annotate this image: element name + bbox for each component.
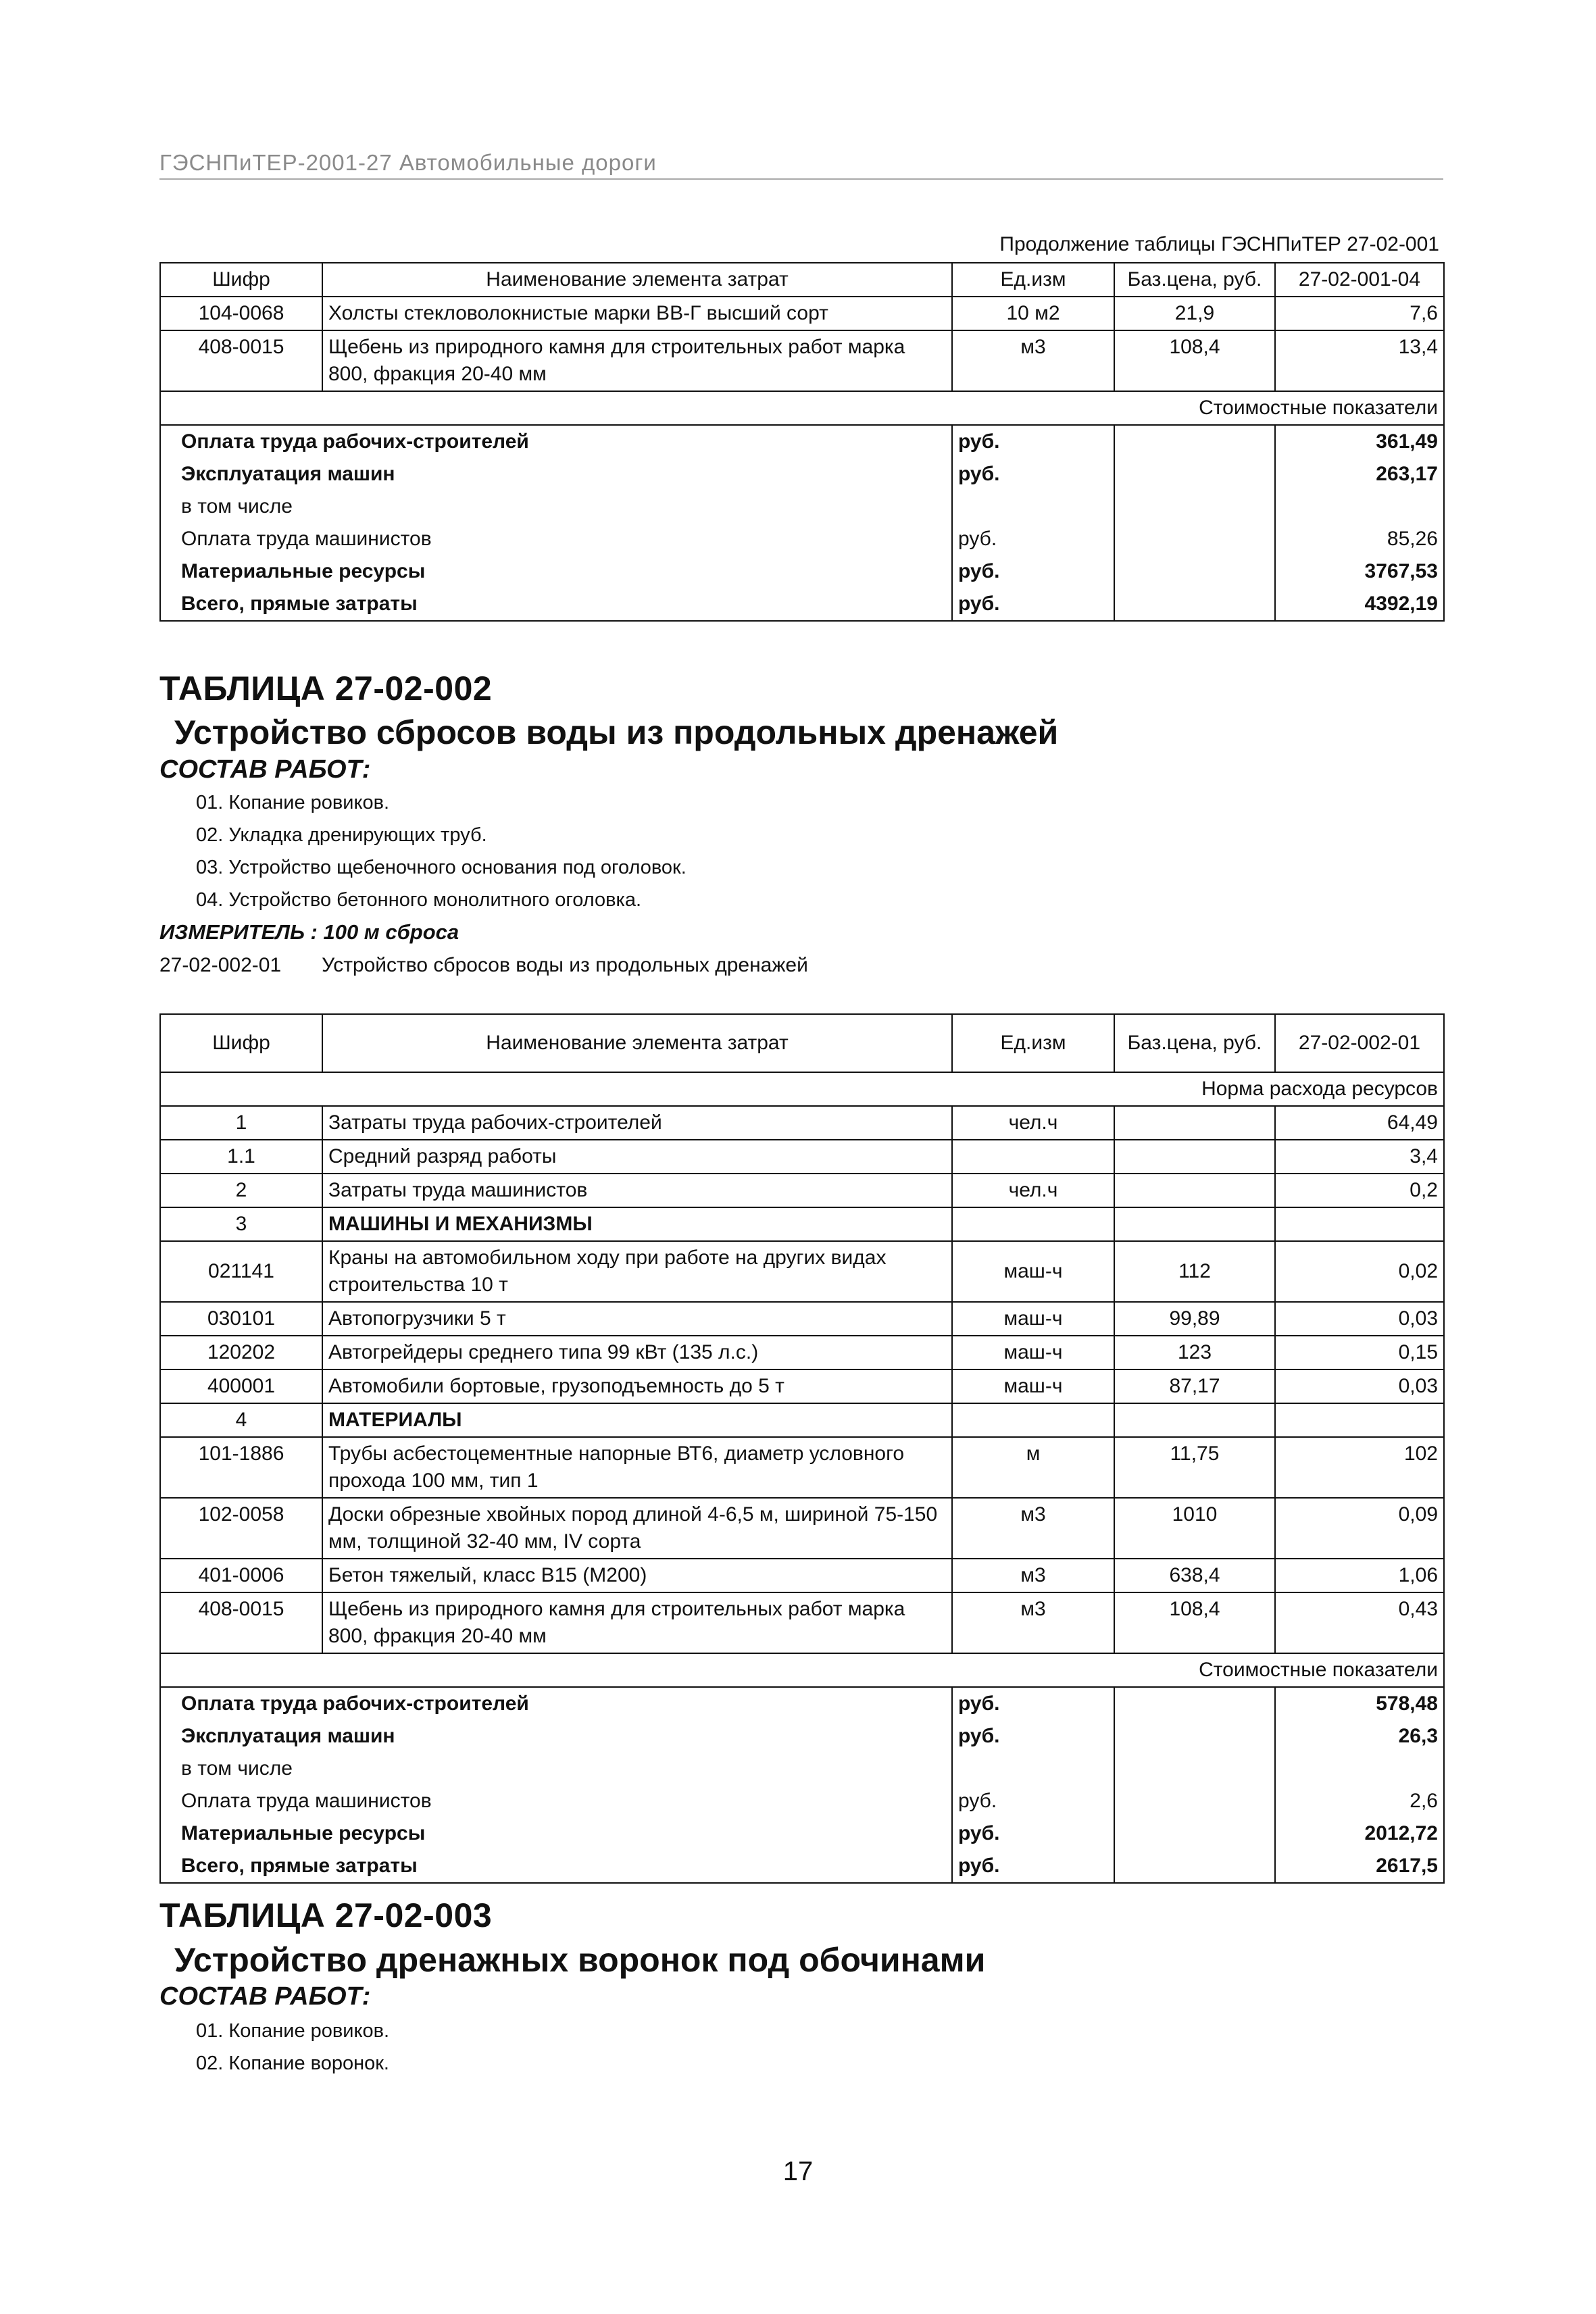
work-item: 04. Устройство бетонного монолитного оголовка. (196, 889, 642, 911)
row-value: 0,09 (1275, 1498, 1444, 1559)
cost-name: Материальные ресурсы (160, 555, 952, 588)
cost-row (160, 555, 1444, 588)
cost-unit (952, 491, 1114, 523)
row-value: 3,4 (1275, 1140, 1444, 1174)
cost-price (1114, 1817, 1275, 1850)
row-name: Автомобили бортовые, грузоподъемность до 5 т (322, 1369, 952, 1403)
cost-row (160, 1850, 1444, 1883)
row-price (1114, 1106, 1275, 1140)
cost-price (1114, 555, 1275, 588)
row-name: Трубы асбестоцементные напорные ВТ6, диаметр условного прохода 100 мм, тип 1 (322, 1437, 952, 1498)
table2-header-price: Баз.цена, руб. (1114, 1014, 1275, 1072)
row-value (1275, 1403, 1444, 1437)
row-name: МАТЕРИАЛЫ (322, 1403, 952, 1437)
row-price (1114, 1140, 1275, 1174)
row-name: Щебень из природного камня для строительных работ марка 800, фракция 20-40 мм (322, 330, 952, 391)
cost-unit (952, 1753, 1114, 1785)
cost-unit: руб. (952, 523, 1114, 555)
row-value: 0,43 (1275, 1592, 1444, 1653)
table-row (160, 1336, 1444, 1369)
row-code: 2 (160, 1174, 322, 1207)
cost-value: 2617,5 (1275, 1850, 1444, 1883)
cost-price (1114, 1753, 1275, 1785)
row-code: 4 (160, 1403, 322, 1437)
cost-value: 26,3 (1275, 1720, 1444, 1753)
row-value: 102 (1275, 1437, 1444, 1498)
table3-subtitle: Устройство дренажных воронок под обочинами (174, 1941, 986, 1979)
table-row (160, 1592, 1444, 1653)
norm-code: 27-02-002-01 (159, 954, 282, 976)
table-row (160, 1174, 1444, 1207)
row-code: 104-0068 (160, 297, 322, 330)
table1-header-code: Шифр (160, 263, 322, 297)
cost-price (1114, 425, 1275, 458)
table1 (159, 262, 1445, 622)
row-unit (952, 1403, 1114, 1437)
row-code: 1 (160, 1106, 322, 1140)
cost-price (1114, 1720, 1275, 1753)
cost-value: 263,17 (1275, 458, 1444, 491)
row-name: Щебень из природного камня для строительных работ марка 800, фракция 20-40 мм (322, 1592, 952, 1653)
cost-row (160, 1720, 1444, 1753)
cost-price (1114, 588, 1275, 621)
cost-row (160, 1687, 1444, 1720)
row-name: Холсты стекловолокнистые марки ВВ-Г высший сорт (322, 297, 952, 330)
row-unit: маш-ч (952, 1369, 1114, 1403)
cost-name: Эксплуатация машин (160, 458, 952, 491)
row-unit (952, 1140, 1114, 1174)
table-row (160, 1498, 1444, 1559)
cost-price (1114, 491, 1275, 523)
row-unit: чел.ч (952, 1174, 1114, 1207)
row-code: 408-0015 (160, 1592, 322, 1653)
row-price: 1010 (1114, 1498, 1275, 1559)
table2-header-norm: 27-02-002-01 (1275, 1014, 1444, 1072)
sostav-heading: СОСТАВ РАБОТ: (159, 755, 371, 784)
cost-value: 85,26 (1275, 523, 1444, 555)
cost-price (1114, 1850, 1275, 1883)
cost-unit: руб. (952, 1850, 1114, 1883)
row-value: 13,4 (1275, 330, 1444, 391)
work-item: 02. Укладка дренирующих труб. (196, 824, 487, 846)
cost-unit: руб. (952, 588, 1114, 621)
row-price: 99,89 (1114, 1302, 1275, 1336)
cost-unit: руб. (952, 555, 1114, 588)
table1-header-price: Баз.цена, руб. (1114, 263, 1275, 297)
row-unit: чел.ч (952, 1106, 1114, 1140)
row-name: Автопогрузчики 5 т (322, 1302, 952, 1336)
row-name: Средний разряд работы (322, 1140, 952, 1174)
row-code: 120202 (160, 1336, 322, 1369)
cost-section-title: Стоимостные показатели (160, 391, 1444, 425)
row-unit: 10 м2 (952, 297, 1114, 330)
table1-caption: Продолжение таблицы ГЭСНПиТЕР 27-02-001 (999, 233, 1439, 255)
table-row (160, 1302, 1444, 1336)
row-code: 101-1886 (160, 1437, 322, 1498)
row-price: 123 (1114, 1336, 1275, 1369)
table-row (160, 1140, 1444, 1174)
cost-row (160, 491, 1444, 523)
row-unit: м3 (952, 1559, 1114, 1592)
cost-price (1114, 458, 1275, 491)
work-list (196, 786, 687, 916)
cost-name: в том числе (160, 1753, 952, 1785)
cost-value: 4392,19 (1275, 588, 1444, 621)
cost-value: 361,49 (1275, 425, 1444, 458)
cost-price (1114, 1785, 1275, 1817)
row-unit: м3 (952, 1498, 1114, 1559)
norm-section-title: Норма расхода ресурсов (160, 1072, 1444, 1106)
row-code: 102-0058 (160, 1498, 322, 1559)
cost-section-title: Стоимостные показатели (160, 1653, 1444, 1687)
row-unit: маш-ч (952, 1302, 1114, 1336)
row-code: 1.1 (160, 1140, 322, 1174)
row-code: 400001 (160, 1369, 322, 1403)
cost-unit: руб. (952, 1687, 1114, 1720)
norm-code-line (159, 954, 808, 977)
cost-value: 578,48 (1275, 1687, 1444, 1720)
row-price: 87,17 (1114, 1369, 1275, 1403)
table-row (160, 1369, 1444, 1403)
cost-name: Всего, прямые затраты (160, 588, 952, 621)
row-name: МАШИНЫ И МЕХАНИЗМЫ (322, 1207, 952, 1241)
table2-header-code: Шифр (160, 1014, 322, 1072)
table-row (160, 1437, 1444, 1498)
row-price: 638,4 (1114, 1559, 1275, 1592)
table-row (160, 1241, 1444, 1302)
row-value: 64,49 (1275, 1106, 1444, 1140)
table1-cost-title-row (160, 391, 1444, 425)
table-row (160, 1403, 1444, 1437)
cost-unit: руб. (952, 1785, 1114, 1817)
row-value: 0,15 (1275, 1336, 1444, 1369)
table2 (159, 1013, 1445, 1884)
cost-row (160, 1817, 1444, 1850)
table2-norm-title-row (160, 1072, 1444, 1106)
row-name: Доски обрезные хвойных пород длиной 4-6,5 м, шириной 75-150 мм, толщиной 32-40 мм, IV сорта (322, 1498, 952, 1559)
cost-row (160, 1785, 1444, 1817)
cost-name: Всего, прямые затраты (160, 1850, 952, 1883)
row-code: 401-0006 (160, 1559, 322, 1592)
table1-header-row (160, 263, 1444, 297)
work-item: 02. Копание воронок. (196, 2053, 389, 2074)
row-unit: маш-ч (952, 1241, 1114, 1302)
cost-unit: руб. (952, 1720, 1114, 1753)
row-code: 3 (160, 1207, 322, 1241)
cost-row (160, 588, 1444, 621)
work-item: 01. Копание ровиков. (196, 2020, 390, 2042)
cost-value: 2,6 (1275, 1785, 1444, 1817)
work-item: 03. Устройство щебеночного основания под оголовок. (196, 857, 687, 878)
row-price (1114, 1174, 1275, 1207)
cost-row (160, 523, 1444, 555)
row-price (1114, 1403, 1275, 1437)
table-row (160, 1559, 1444, 1592)
row-unit: м3 (952, 330, 1114, 391)
row-value: 7,6 (1275, 297, 1444, 330)
cost-row (160, 1753, 1444, 1785)
cost-value (1275, 1753, 1444, 1785)
table2-header-unit: Ед.изм (952, 1014, 1114, 1072)
table2-subtitle: Устройство сбросов воды из продольных дренажей (174, 713, 1059, 751)
row-value: 0,03 (1275, 1369, 1444, 1403)
row-unit: м (952, 1437, 1114, 1498)
cost-name: Материальные ресурсы (160, 1817, 952, 1850)
cost-name: Оплата труда рабочих-строителей (160, 1687, 952, 1720)
table1-header-norm: 27-02-001-04 (1275, 263, 1444, 297)
table3-title: ТАБЛИЦА 27-02-003 (159, 1896, 493, 1934)
table2-cost-title-row (160, 1653, 1444, 1687)
cost-name: Оплата труда машинистов (160, 523, 952, 555)
table-row (160, 1106, 1444, 1140)
cost-name: Оплата труда рабочих-строителей (160, 425, 952, 458)
izmeritel: ИЗМЕРИТЕЛЬ : 100 м сброса (159, 920, 459, 944)
row-value: 0,2 (1275, 1174, 1444, 1207)
cost-unit: руб. (952, 458, 1114, 491)
table2-title: ТАБЛИЦА 27-02-002 (159, 670, 493, 707)
cost-price (1114, 523, 1275, 555)
cost-row (160, 458, 1444, 491)
row-name: Автогрейдеры среднего типа 99 кВт (135 л.с.) (322, 1336, 952, 1369)
row-price: 112 (1114, 1241, 1275, 1302)
cost-name: в том числе (160, 491, 952, 523)
row-unit: маш-ч (952, 1336, 1114, 1369)
cost-value: 2012,72 (1275, 1817, 1444, 1850)
row-name: Бетон тяжелый, класс В15 (М200) (322, 1559, 952, 1592)
table-row (160, 330, 1444, 391)
cost-name: Оплата труда машинистов (160, 1785, 952, 1817)
cost-name: Эксплуатация машин (160, 1720, 952, 1753)
page-number: 17 (782, 2157, 814, 2186)
table2-header-row (160, 1014, 1444, 1072)
row-price: 108,4 (1114, 330, 1275, 391)
norm-code-title: Устройство сбросов воды из продольных дренажей (322, 954, 808, 976)
sostav-heading: СОСТАВ РАБОТ: (159, 1982, 371, 2011)
row-value: 0,02 (1275, 1241, 1444, 1302)
row-code: 030101 (160, 1302, 322, 1336)
row-price: 108,4 (1114, 1592, 1275, 1653)
row-unit (952, 1207, 1114, 1241)
table2-header-name: Наименование элемента затрат (322, 1014, 952, 1072)
cost-unit: руб. (952, 425, 1114, 458)
row-value: 1,06 (1275, 1559, 1444, 1592)
row-name: Затраты труда рабочих-строителей (322, 1106, 952, 1140)
cost-value (1275, 491, 1444, 523)
work-list (196, 2015, 389, 2080)
page-header: ГЭСНПиТЕР-2001-27 Автомобильные дороги (159, 150, 1443, 180)
table-row (160, 297, 1444, 330)
cost-row (160, 425, 1444, 458)
row-value: 0,03 (1275, 1302, 1444, 1336)
cost-unit: руб. (952, 1817, 1114, 1850)
row-name: Краны на автомобильном ходу при работе на других видах строительства 10 т (322, 1241, 952, 1302)
row-code: 408-0015 (160, 330, 322, 391)
table1-header-name: Наименование элемента затрат (322, 263, 952, 297)
row-value (1275, 1207, 1444, 1241)
cost-value: 3767,53 (1275, 555, 1444, 588)
table-row (160, 1207, 1444, 1241)
row-price (1114, 1207, 1275, 1241)
table1-header-unit: Ед.изм (952, 263, 1114, 297)
cost-price (1114, 1687, 1275, 1720)
row-code: 021141 (160, 1241, 322, 1302)
work-item: 01. Копание ровиков. (196, 792, 390, 813)
row-unit: м3 (952, 1592, 1114, 1653)
row-name: Затраты труда машинистов (322, 1174, 952, 1207)
row-price: 21,9 (1114, 297, 1275, 330)
row-price: 11,75 (1114, 1437, 1275, 1498)
